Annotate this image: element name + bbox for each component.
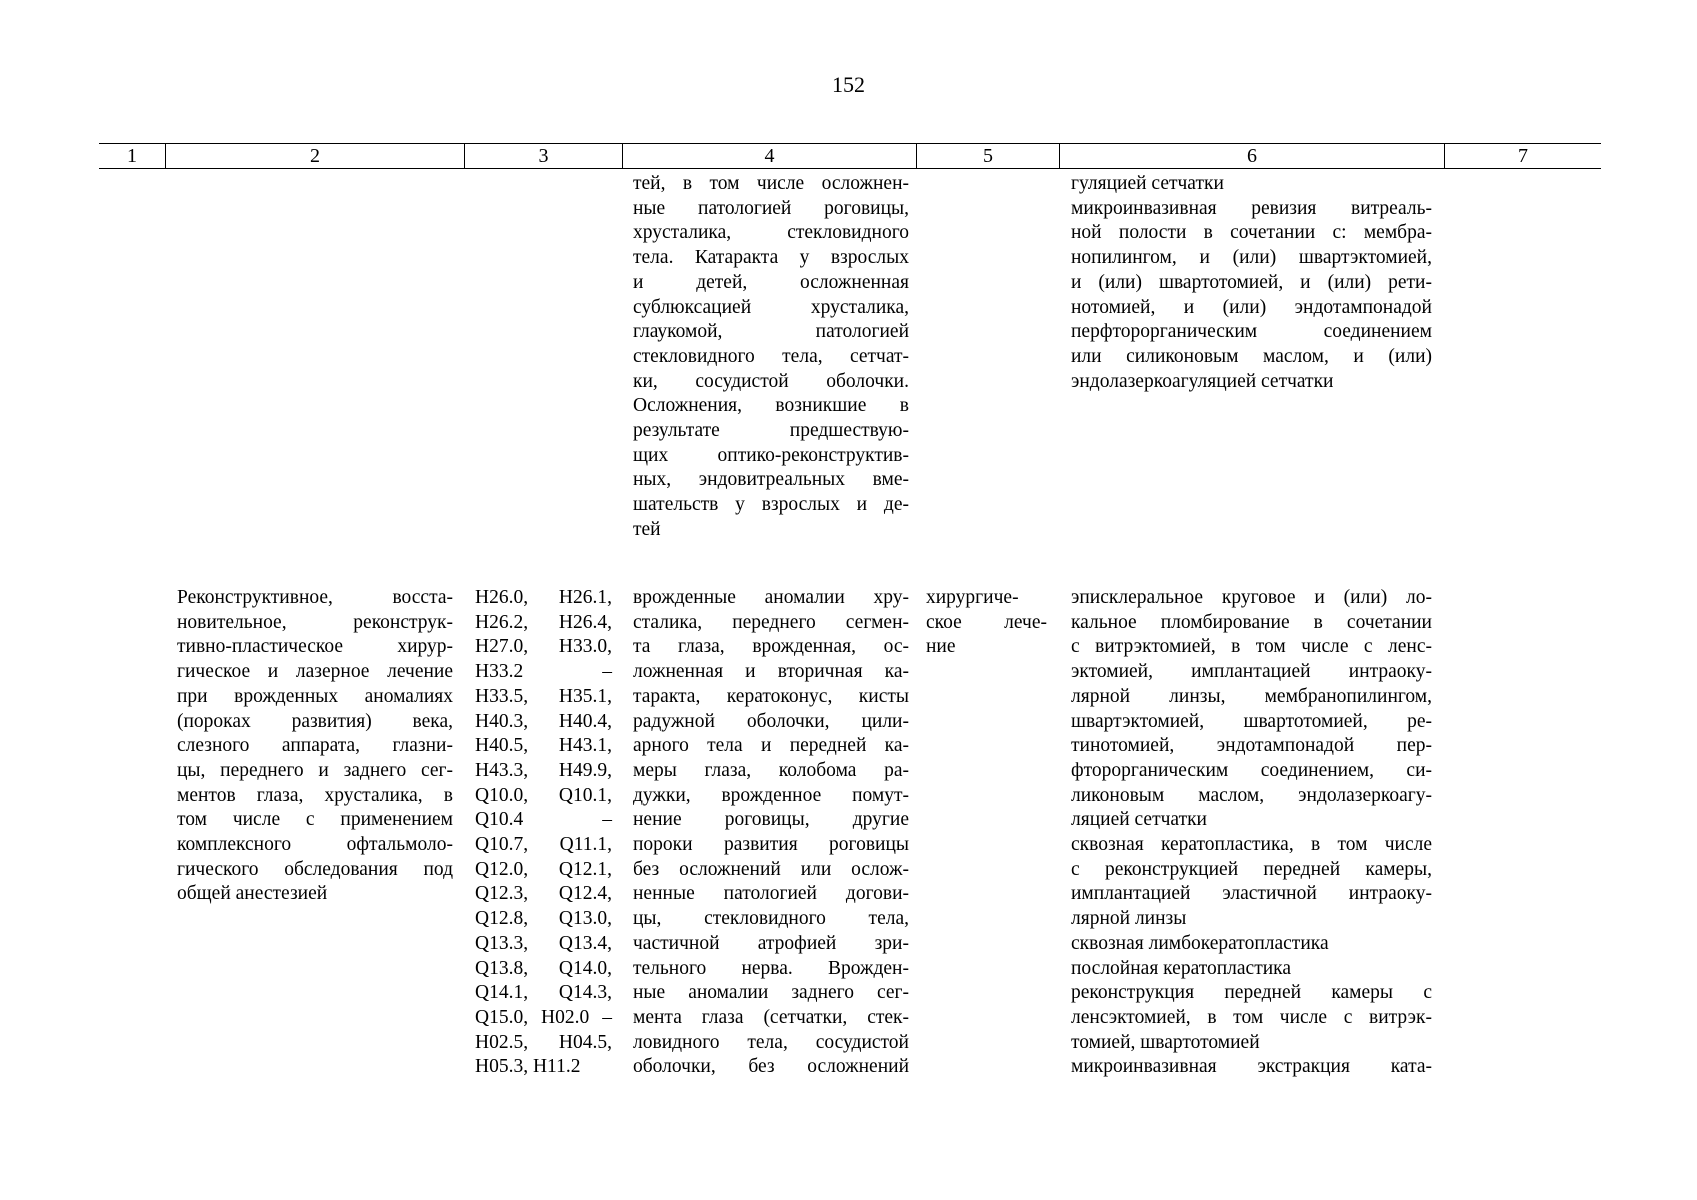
row2-col6-line: сквозная лимбокератопластика <box>1071 932 1329 954</box>
row2-col3-line: Q10.4 – <box>475 809 612 831</box>
row2-col3-line: H05.3, H11.2 <box>475 1056 581 1078</box>
row2-col3-line: Q10.0, Q10.1, <box>475 784 612 806</box>
row1-col4-line: шательств у взрослых и де- <box>633 494 909 516</box>
row2-col6-line: лярной линзы, мембранопилингом, <box>1071 685 1432 707</box>
row1-col4-line: стекловидного тела, сетчат- <box>633 345 909 367</box>
row2-col4-line: таракта, кератоконус, кисты <box>633 685 909 707</box>
row2-col6-line: микроинвазивная экстракция ката- <box>1071 1056 1432 1078</box>
row2-col3-line: H33.2 – <box>475 661 612 683</box>
row2-col6-line: фторорганическим соединением, си- <box>1071 759 1432 781</box>
row2-col3-line: Q14.1, Q14.3, <box>475 982 612 1004</box>
header-col-1: 1 <box>127 145 137 167</box>
row2-col6-line: ляцией сетчатки <box>1071 809 1207 831</box>
row1-col6-line: нотомией, и (или) эндотампонадой <box>1071 296 1432 318</box>
header-col-4: 4 <box>622 144 916 168</box>
row2-col6-line: лярной линзы <box>1071 908 1187 930</box>
row2-col4-line: частичной атрофией зри- <box>633 932 909 954</box>
row1-col4-line: глаукомой, патологией <box>633 321 909 343</box>
row2-col2-line: Реконструктивное, восста- <box>177 587 453 608</box>
row2-col3-line: Q13.3, Q13.4, <box>475 932 612 954</box>
row1-col6-line: микроинвазивная ревизия витреаль- <box>1071 197 1432 219</box>
row2-col6-line: ленсэктомией, в том числе с витрэк- <box>1071 1006 1432 1028</box>
row2-col4-line: цы, стекловидного тела, <box>633 908 909 930</box>
row2-col4-line: ные аномалии заднего сег- <box>633 982 909 1004</box>
row2-col4-line: дужки, врожденное помут- <box>633 784 909 806</box>
header-col-7: 7 <box>1444 144 1601 168</box>
row2-col3-line: H40.3, H40.4, <box>475 710 612 732</box>
row2-col4-line: ненные патологией догови- <box>633 883 909 905</box>
row2-col3-line: H26.0, H26.1, <box>475 587 612 608</box>
row1-col4-line: ки, сосудистой оболочки. <box>633 370 909 392</box>
row2-col6-line: с витрэктомией, в том числе с ленс- <box>1071 636 1432 658</box>
row2-icd-codes <box>475 586 612 1080</box>
row2-col6-line: эписклеральное круговое и (или) ло- <box>1071 587 1432 608</box>
row2-col3-line: H02.5, H04.5, <box>475 1031 612 1053</box>
row2-col6-line: кальное пломбирование в сочетании <box>1071 611 1432 633</box>
header-col-6: 6 <box>1059 144 1444 168</box>
row2-col3-line: Q12.8, Q13.0, <box>475 908 612 930</box>
row1-col4-line: хрусталика, стекловидного <box>633 222 909 244</box>
row2-col2-line: цы, переднего и заднего сег- <box>177 759 453 781</box>
row2-col6-line: швартэктомией, швартотомией, ре- <box>1071 710 1432 732</box>
row2-col3-line: H33.5, H35.1, <box>475 685 612 707</box>
row2-col6-line: томией, швартотомией <box>1071 1031 1260 1053</box>
row1-col4-line: щих оптико-реконструктив- <box>633 444 909 466</box>
row2-col6-line: сквозная кератопластика, в том числе <box>1071 834 1432 856</box>
row2-col3-line: H27.0, H33.0, <box>475 636 612 658</box>
row2-col3-line: Q12.0, Q12.1, <box>475 858 612 880</box>
row1-col6-line: и (или) швартотомией, и (или) рети- <box>1071 271 1432 293</box>
row1-col4-line: результате предшествую- <box>633 420 909 442</box>
row2-col4-line: врожденные аномалии хру- <box>633 587 909 608</box>
row2-col2-line: тивно-пластическое хирур- <box>177 636 453 658</box>
row2-col2-line: при врожденных аномалиях <box>177 685 453 707</box>
row2-col2-line: гического обследования под <box>177 858 453 880</box>
row2-col3-line: Q10.7, Q11.1, <box>475 834 612 856</box>
row2-col4-line: пороки развития роговицы <box>633 834 909 856</box>
table-header-row <box>99 143 1601 169</box>
row2-col2-line: том числе с применением <box>177 809 453 831</box>
row2-col2-line: (пороках развития) века, <box>177 710 453 732</box>
row2-care-type <box>177 586 453 907</box>
row2-treatment-type <box>926 586 1047 660</box>
row2-col2-line: слезного аппарата, глазни- <box>177 735 453 757</box>
row2-col6-line: послойная кератопластика <box>1071 957 1292 979</box>
row2-col4-line: ловидного тела, сосудистой <box>633 1031 909 1053</box>
row1-disease-text <box>633 172 909 543</box>
row1-col6-line: нопилингом, и (или) швартэктомией, <box>1071 247 1432 269</box>
row2-col6-line: имплантацией эластичной интраоку- <box>1071 883 1432 905</box>
row2-col4-line: оболочки, без осложнений <box>633 1056 909 1078</box>
row2-col4-line: тельного нерва. Врожден- <box>633 957 909 979</box>
row1-col6-line: эндолазеркоагуляцией сетчатки <box>1071 370 1334 392</box>
row2-col4-line: нение роговицы, другие <box>633 809 909 831</box>
row2-col4-line: без осложнений или ослож- <box>633 858 909 880</box>
row2-col5-line: ское лече- <box>926 611 1047 633</box>
row1-treatment-methods <box>1071 172 1432 394</box>
row2-col3-line: H40.5, H43.1, <box>475 735 612 757</box>
row2-col4-line: радужной оболочки, цили- <box>633 710 909 732</box>
row1-col6-line: ной полости в сочетании с: мембра- <box>1071 222 1432 244</box>
row2-col6-line: реконструкция передней камеры с <box>1071 982 1432 1004</box>
row2-col2-line: комплексного офтальмоло- <box>177 834 453 856</box>
row2-col6-line: эктомией, имплантацией интраоку- <box>1071 661 1432 683</box>
row1-col4-line: тей, в том числе осложнен- <box>633 173 909 194</box>
row2-col3-line: H43.3, H49.9, <box>475 759 612 781</box>
row2-col5-line: ние <box>926 636 956 658</box>
row2-col4-line: арного тела и передней ка- <box>633 735 909 757</box>
row2-col4-line: та глаза, врожденная, ос- <box>633 636 909 658</box>
header-col-3: 3 <box>464 144 622 168</box>
row2-col5-line: хирургиче- <box>926 587 1019 608</box>
row2-col2-line: новительное, реконструк- <box>177 611 453 633</box>
row1-col4-line: тела. Катаракта у взрослых <box>633 247 909 269</box>
row2-col4-line: мента глаза (сетчатки, стек- <box>633 1006 909 1028</box>
row1-col4-line: ные патологией роговицы, <box>633 197 909 219</box>
row1-col4-line: и детей, осложненная <box>633 271 909 293</box>
row1-col4-line: Осложнения, возникшие в <box>633 395 909 417</box>
row2-col6-line: с реконструкцией передней камеры, <box>1071 858 1432 880</box>
row2-col4-line: ложненная и вторичная ка- <box>633 661 909 683</box>
row2-col6-line: тинотомией, эндотампонадой пер- <box>1071 735 1432 757</box>
row2-col2-line: общей анестезией <box>177 883 328 905</box>
row2-col3-line: Q13.8, Q14.0, <box>475 957 612 979</box>
row2-col2-line: гическое и лазерное лечение <box>177 661 453 683</box>
row2-col4-line: меры глаза, колобома ра- <box>633 759 909 781</box>
row2-disease-text <box>633 586 909 1080</box>
row2-col3-line: Q15.0, H02.0 – <box>475 1006 612 1028</box>
row1-col4-line: сублюксацией хрусталика, <box>633 296 909 318</box>
page-number: 152 <box>832 72 865 97</box>
row1-col6-line: или силиконовым маслом, и (или) <box>1071 345 1432 367</box>
row2-col3-line: Q12.3, Q12.4, <box>475 883 612 905</box>
row1-col4-line: ных, эндовитреальных вме- <box>633 469 909 491</box>
row1-col6-line: перфторорганическим соединением <box>1071 321 1432 343</box>
row2-col4-line: сталика, переднего сегмен- <box>633 611 909 633</box>
row2-col6-line: ликоновым маслом, эндолазеркоагу- <box>1071 784 1432 806</box>
header-col-5: 5 <box>916 144 1059 168</box>
row2-col3-line: H26.2, H26.4, <box>475 611 612 633</box>
row1-col6-line: гуляцией сетчатки <box>1071 173 1224 194</box>
row2-treatment-methods <box>1071 586 1432 1080</box>
header-col-2: 2 <box>165 144 464 168</box>
row1-col4-line: тей <box>633 518 661 540</box>
row2-col2-line: ментов глаза, хрусталика, в <box>177 784 453 806</box>
